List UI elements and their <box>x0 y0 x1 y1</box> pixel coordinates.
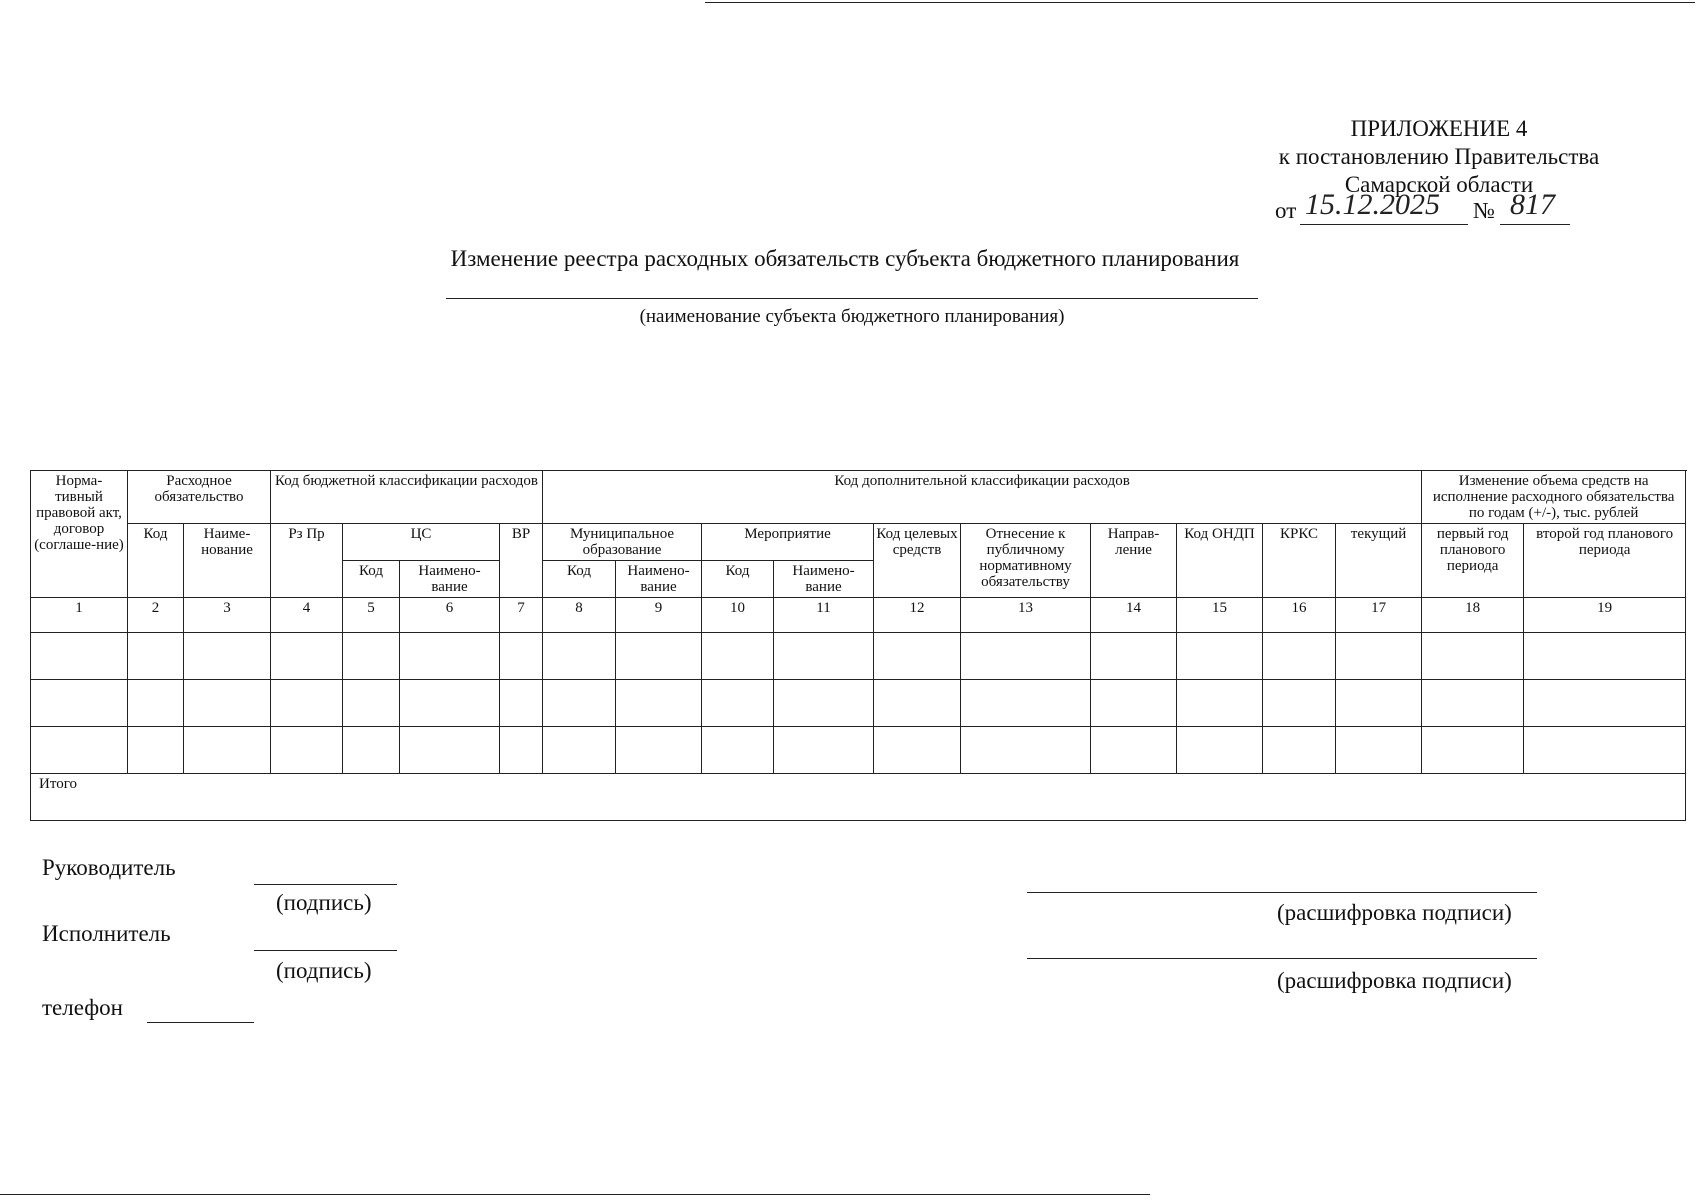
column-number: 11 <box>774 598 874 633</box>
head-label: Руководитель <box>42 855 176 880</box>
table-row <box>31 680 1686 727</box>
col-head-public-obligation: Отнесение к публичному нормативному обязательству <box>961 524 1091 598</box>
col-head-change-volume: Изменение объема средств на исполнение расходного обязательства по годам (+/-), тыс. рублей <box>1422 471 1686 524</box>
appendix-line-3: Самарской области <box>1344 172 1534 197</box>
col-head-second-plan-year: второй год планового периода <box>1524 524 1686 598</box>
column-number: 9 <box>616 598 702 633</box>
number-label: № <box>1473 198 1495 223</box>
col-head-current-year: текущий <box>1336 524 1422 598</box>
column-number: 14 <box>1091 598 1177 633</box>
column-number: 4 <box>271 598 343 633</box>
column-number: 6 <box>400 598 500 633</box>
column-number: 10 <box>702 598 774 633</box>
column-number: 3 <box>184 598 271 633</box>
col-head-first-plan-year: первый год планового периода <box>1422 524 1524 598</box>
col-head-direction: Направ-ление <box>1091 524 1177 598</box>
document-title: Изменение реестра расходных обязательств субъекта бюджетного планирования <box>450 246 1240 271</box>
col-head-event-code: Код <box>702 561 774 598</box>
column-number: 7 <box>500 598 543 633</box>
col-head-budget-class: Код бюджетной классификации расходов <box>271 471 543 524</box>
col-head-municipal: Муниципальное образование <box>543 524 702 561</box>
col-head-obligation-name: Наиме-нование <box>184 524 271 598</box>
col-head-cs-name: Наимено-вание <box>400 561 500 598</box>
phone-line <box>147 1022 254 1023</box>
col-head-obligation-code: Код <box>128 524 184 598</box>
column-number: 18 <box>1422 598 1524 633</box>
col-head-obligation: Расходное обязательство <box>128 471 271 524</box>
col-head-mun-code: Код <box>543 561 616 598</box>
executor-signature-line <box>254 950 397 951</box>
col-head-cs: ЦС <box>343 524 500 561</box>
head-signature-line <box>254 884 397 885</box>
col-head-mun-name: Наимено-вание <box>616 561 702 598</box>
executor-signature-caption: (подпись) <box>276 958 372 983</box>
head-signature-caption: (подпись) <box>276 890 372 915</box>
column-number: 12 <box>874 598 961 633</box>
date-underline <box>1300 224 1468 225</box>
executor-decode-line <box>1027 958 1537 959</box>
col-head-vr: ВР <box>500 524 543 598</box>
column-number-row <box>31 598 1686 633</box>
col-head-target-funds: Код целевых средств <box>874 524 961 598</box>
col-head-krks: КРКС <box>1263 524 1336 598</box>
column-number: 8 <box>543 598 616 633</box>
appendix-line-2: к постановлению Правительства <box>1278 144 1600 169</box>
executor-label: Исполнитель <box>42 921 171 946</box>
head-decode-line <box>1027 892 1537 893</box>
col-head-ondp: Код ОНДП <box>1177 524 1263 598</box>
col-head-rzpr: Рз Пр <box>271 524 343 598</box>
top-scan-edge <box>705 2 1695 3</box>
phone-label: телефон <box>42 995 123 1020</box>
col-head-event-name: Наимено-вание <box>774 561 874 598</box>
subject-name-line <box>446 298 1258 299</box>
number-underline <box>1500 224 1570 225</box>
column-number: 13 <box>961 598 1091 633</box>
subject-caption: (наименование субъекта бюджетного планирования) <box>639 306 1065 327</box>
col-head-norm-act: Норма-тивный правовой акт, договор (соглаше-ние) <box>31 471 128 598</box>
appendix-title: ПРИЛОЖЕНИЕ 4 <box>1350 116 1528 141</box>
column-number: 1 <box>31 598 128 633</box>
column-number: 2 <box>128 598 184 633</box>
column-number: 17 <box>1336 598 1422 633</box>
col-head-cs-code: Код <box>343 561 400 598</box>
col-head-additional-class: Код дополнительной классификации расходов <box>543 471 1422 524</box>
registry-table <box>30 470 1686 821</box>
column-number: 15 <box>1177 598 1263 633</box>
table-row <box>31 633 1686 680</box>
executor-decode-caption: (расшифровка подписи) <box>1277 968 1512 993</box>
col-head-event: Мероприятие <box>702 524 874 561</box>
head-decode-caption: (расшифровка подписи) <box>1277 900 1512 925</box>
decree-date: 15.12.2025 <box>1305 188 1440 221</box>
column-number: 5 <box>343 598 400 633</box>
bottom-scan-edge <box>0 1194 1150 1195</box>
total-row <box>31 774 1686 821</box>
column-number: 19 <box>1524 598 1686 633</box>
table-row <box>31 727 1686 774</box>
column-number: 16 <box>1263 598 1336 633</box>
from-label: от <box>1275 198 1297 223</box>
total-label: Итого <box>31 774 1686 821</box>
decree-number: 817 <box>1510 188 1555 221</box>
